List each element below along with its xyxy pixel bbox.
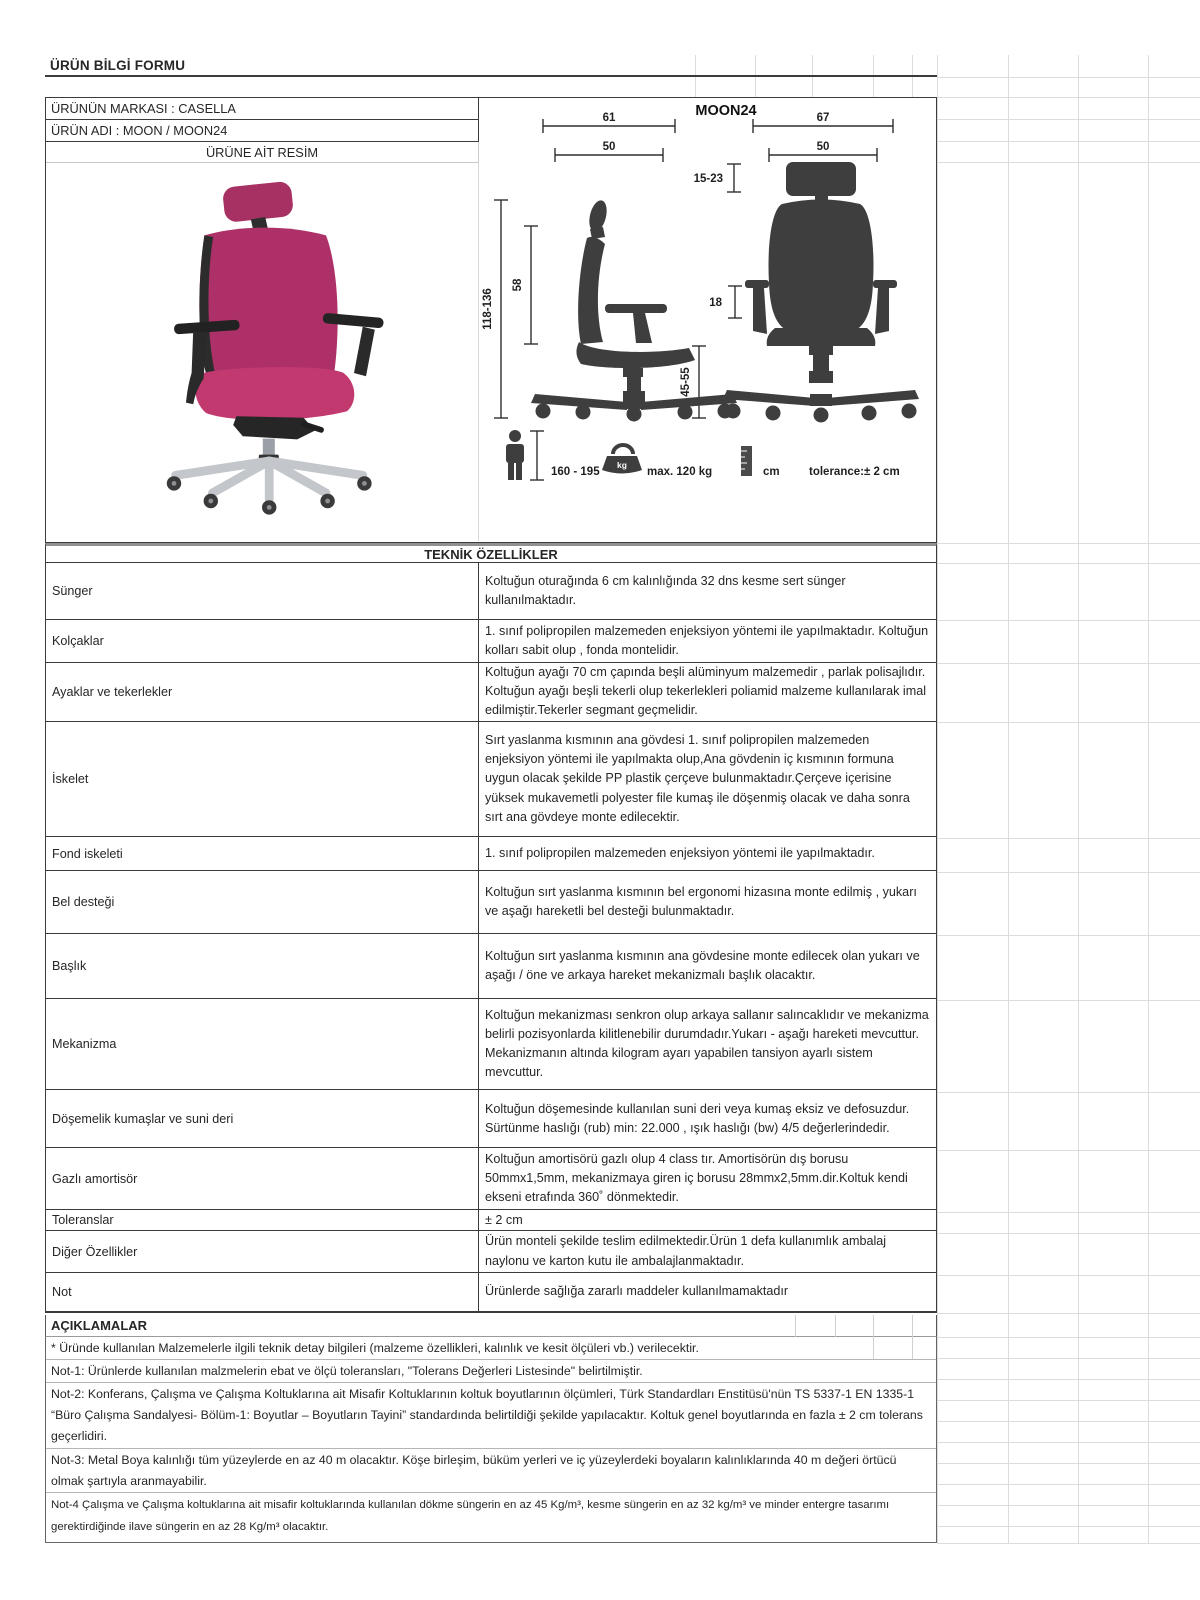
row-value: ± 2 cm — [485, 1212, 523, 1227]
row-label: Fond iskeleti — [46, 837, 479, 870]
table-row — [46, 1148, 936, 1210]
table-row — [46, 1090, 936, 1148]
row-label: Mekanizma — [46, 999, 479, 1090]
dim-front-width-seat: 50 — [816, 141, 830, 153]
tolerance-label: tolerance:± 2 cm — [809, 466, 900, 478]
row-value: Koltuğun sırt yaslanma kısmının ana gövdesine monte edilecek olan yukarı ve aşağı / öne ve arkaya hareket mekanizmalı başlık olacaktır. — [485, 948, 920, 982]
row-label: İskelet — [46, 722, 479, 837]
row-label: Bel desteği — [46, 871, 479, 933]
product-photo — [46, 163, 479, 541]
table-row — [46, 1273, 936, 1311]
table-row — [46, 663, 936, 722]
dimension-diagram — [479, 98, 936, 541]
row-value: Koltuğun sırt yaslanma kısmının bel ergonomi hizasına monte edilmiş , yukarı ve aşağı hareketli bel desteği bulunmaktadır. — [485, 884, 917, 919]
product-name-text: ÜRÜN ADI : MOON / MOON24 — [51, 123, 228, 138]
user-height-label: 160 - 195 — [551, 466, 600, 478]
dim-side-width-outer: 61 — [602, 112, 616, 124]
spec-table — [45, 563, 937, 1313]
notes-header — [45, 1315, 937, 1337]
note-item: Not-4 Çalışma ve Çalışma koltuklarına ait misafir koltuklarında kullanılan dökme süngerin en az 45 Kg/m³, kesme süngerin en az 32 kg/m³ ve minder entergre tasarımı gerektirdiğinde ilave süngerin en az 28 Kg/m³ olacaktır. — [51, 1499, 890, 1534]
row-label: Not — [46, 1273, 479, 1311]
brand-text: ÜRÜNÜN MARKASI : CASELLA — [51, 101, 236, 116]
chair-side-view — [531, 199, 737, 422]
dimension-diagram-cell — [479, 98, 936, 541]
row-label: Sünger — [46, 563, 479, 619]
note-item: Not-1: Ürünlerde kullanılan malzmelerin ebat ve ölçü toleransları, "Tolerans Değerleri Listesinde" belirtilmiştir. — [46, 1360, 936, 1383]
table-row — [46, 722, 936, 838]
table-row — [46, 837, 936, 871]
product-name-row — [46, 120, 479, 142]
pink-office-chair — [167, 181, 384, 515]
table-row — [46, 999, 936, 1091]
row-value: Koltuğun oturağında 6 cm kalınlığında 32 dns kesme sert sünger kullanılmaktadır. — [485, 573, 846, 607]
dim-total-height: 118-136 — [482, 288, 494, 330]
row-label: Gazlı amortisör — [46, 1148, 479, 1209]
product-photo-cell — [46, 163, 479, 541]
table-row — [46, 563, 936, 620]
dim-front-width-outer: 67 — [816, 112, 830, 124]
diagram-title: MOON24 — [695, 103, 757, 119]
dim-armrest-gap: 18 — [709, 297, 722, 309]
notes-list — [45, 1337, 937, 1543]
ruler-icon — [741, 446, 752, 476]
image-caption-row — [46, 142, 479, 163]
row-value: Koltuğun mekanizması senkron olup arkaya sallanır salıncaklıdır ve mekanizma belirli pozisyonlarda kilitlenebilir durumdadır.Yukarı - aşağı hareketi mevcuttur. Mekanizmanın altında kilogram ayarı yapabilen tansiyon ayarlı sistem mevcuttur. — [485, 1007, 929, 1080]
table-row — [46, 1231, 936, 1273]
row-label: Başlık — [46, 934, 479, 998]
image-caption-text: ÜRÜNE AİT RESİM — [205, 145, 319, 160]
row-value: Ürünlerde sağlığa zararlı maddeler kullanılmamaktadır — [485, 1284, 789, 1299]
table-row — [46, 871, 936, 934]
page-title — [45, 55, 937, 77]
row-label: Döşemelik kumaşlar ve suni deri — [46, 1090, 479, 1147]
table-row — [46, 934, 936, 999]
product-info-box — [45, 97, 937, 543]
max-weight-label: max. 120 kg — [647, 466, 713, 478]
table-row — [46, 620, 936, 663]
chair-front-view — [723, 162, 919, 423]
tech-specs-header-text: TEKNİK ÖZELLİKLER — [424, 547, 558, 562]
row-value: Sırt yaslanma kısmının ana gövdesi 1. sınıf polipropilen malzemeden enjeksiyon yöntemi ile yapılmakta olup,Ana gövdenin iç kısmının formuna uygun olacak şekilde PP plastik çerçeve bulunmaktadır.Çerçeve içerisine yüksek mukavemetli polyester file kumaş ile döşenmiş olacak ve daha sonra sırt ana gövdeye monte edilecektir. — [485, 733, 910, 824]
dim-side-width-seat: 50 — [602, 141, 616, 153]
row-value: 1. sınıf polipropilen malzemeden enjeksiyon yöntemi ile yapılmaktadır. Koltuğun kolları sabit olup , fonda montelidir. — [485, 623, 929, 657]
row-label: Kolçaklar — [46, 620, 479, 662]
row-value: Koltuğun amortisörü gazlı olup 4 class tır. Amortisörün dış borusu 50mmx1,5mm, mekanizmaya giren iç borusu 28mmx2,5mm.dir.Koltuk kendi ekseni etrafında 360˚ dönmektedir. — [485, 1151, 908, 1205]
note-item: Not-3: Metal Boya kalınlığı tüm yüzeylerde en az 40 m olacaktır. Köşe birleşim, büküm yerleri ve iç yüzeylerdeki boyaların kalınlıklarında 40 m değeri örtücü olmak şartıyla aranmayabilir. — [46, 1449, 936, 1494]
dim-headrest-range: 15-23 — [693, 173, 723, 185]
page-title-text: ÜRÜN BİLGİ FORMU — [50, 58, 186, 73]
row-value: Ürün monteli şekilde teslim edilmektedir.Ürün 1 defa kullanımlık ambalaj naylonu ve karton kutu ile ambalajlanmaktadır. — [485, 1234, 887, 1268]
person-height-bracket — [530, 431, 544, 480]
dim-back-height: 58 — [512, 278, 524, 292]
note-item: * Üründe kullanılan Malzemelerle ilgili teknik detay bilgileri (malzeme özellikleri, kalınlık ve kesit ölçüleri vb.) verilecektir. — [46, 1337, 936, 1360]
brand-row — [46, 98, 479, 120]
row-value: 1. sınıf polipropilen malzemeden enjeksiyon yöntemi ile yapılmaktadır. — [485, 846, 875, 861]
person-icon — [506, 430, 524, 480]
weight-icon — [602, 445, 642, 474]
row-value: Koltuğun döşemesinde kullanılan suni deri veya kumaş eksiz ve defosuzdur. Sürtünme haslığı (rub) min: 22.000 , ışık haslığı (bw) 4/5 değerlerindedir. — [485, 1101, 910, 1135]
tech-specs-header — [45, 543, 937, 563]
table-row — [46, 1210, 936, 1231]
note-item: Not-2: Konferans, Çalışma ve Çalışma Koltuklarına ait Misafir Koltuklarının koltuk boyutlarının ölçümleri, Türk Standardları Enstitüsü'nün TS 5337-1 EN 1335-1 “Büro Çalışma Sandalyesi- Bölüm-1: Boyutlar – Boyutların Tayini” standardında belirtildiği şekilde yapılacaktır. Koltuk genel boyutlarında en fazla ± 2 cm tolerans geçerlidiri. — [46, 1383, 936, 1449]
kg-glyph: kg — [617, 460, 627, 470]
row-value: Koltuğun ayağı 70 cm çapında beşli alüminyum malzemedir , parlak polisajlıdır. Koltuğun ayağı beşli tekerli olup tekerlekleri poliamid malzeme kullanılarak imal edilmiştir.Tekerler segmant geçmelidir. — [485, 664, 926, 718]
row-label: Toleranslar — [46, 1210, 479, 1230]
unit-label: cm — [763, 466, 780, 478]
row-label: Ayaklar ve tekerlekler — [46, 663, 479, 721]
dim-seat-height: 45-55 — [680, 367, 692, 397]
row-label: Diğer Özellikler — [46, 1231, 479, 1272]
notes-header-text: AÇIKLAMALAR — [51, 1318, 148, 1333]
